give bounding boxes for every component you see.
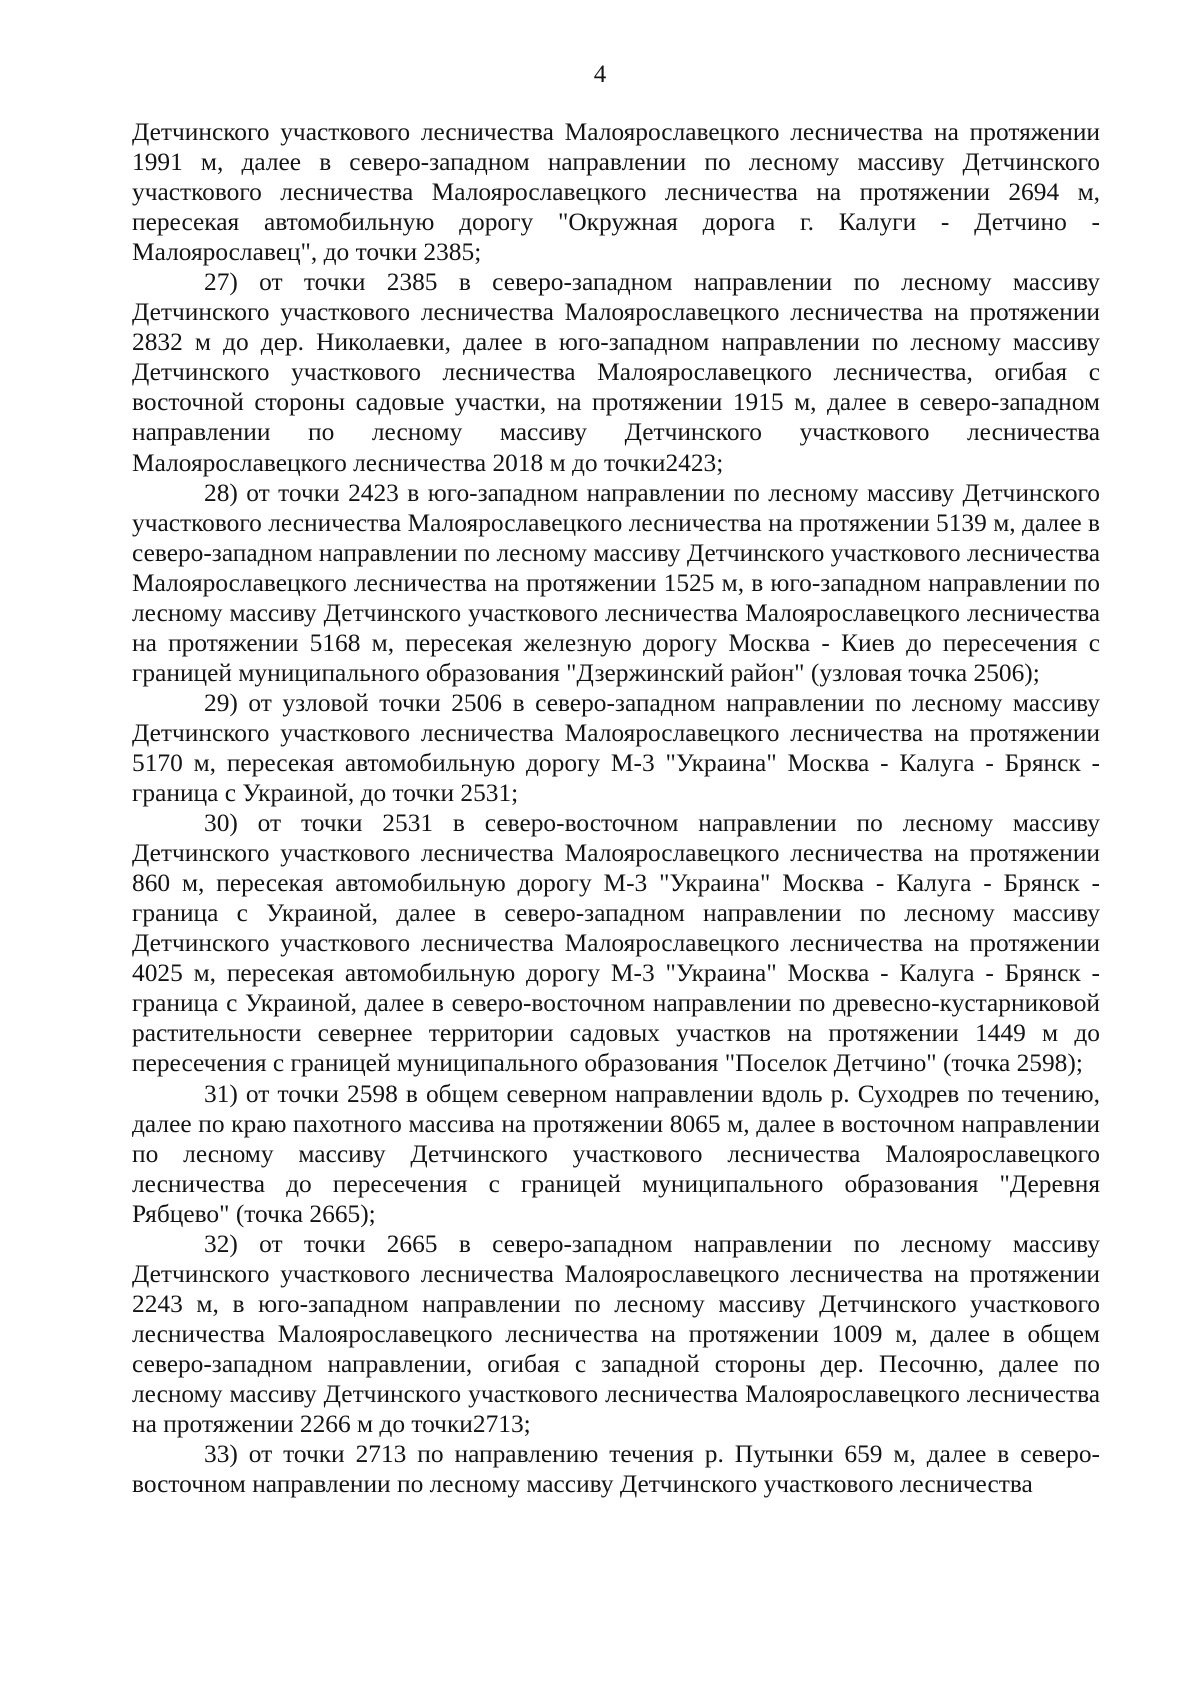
paragraph-item-33: 33) от точки 2713 по направлению течения р. Путынки 659 м, далее в северо-восточном направлении по лесному массиву Детчинского участкового лесничества [132,1440,1100,1499]
paragraph-item-31: 31) от точки 2598 в общем северном направлении вдоль р. Суходрев по течению, далее по краю пахотного массива на протяжении 8065 м, далее в восточном направлении по лесному массиву Детчинского участкового лесничества Малоярославецкого лесничества до пересечения с границей муниципального образования "Деревня Рябцево" (точка 2665); [132,1079,1100,1228]
page-number: 4 [593,61,607,88]
paragraph-item-30: 30) от точки 2531 в северо-восточном направлении по лесному массиву Детчинского участкового лесничества Малоярославецкого лесничества на протяжении 860 м, пересекая автомобильную дорогу М-3 "Украина" Москва - Калуга - Брянск - граница с Украиной, далее в северо-западном направлении по лесному массиву Детчинского участкового лесничества Малоярославецкого лесничества на протяжении 4025 м, пересекая автомобильную дорогу М-3 "Украина" Москва - Калуга - Брянск - граница с Украиной, далее в северо-восточном направлении по древесно-кустарниковой растительности севернее территории садовых участков на протяжении 1449 м до пересечения с границей муниципального образования "Поселок Детчино" (точка 2598); [132,809,1100,1078]
document-body [132,117,1100,1499]
paragraph-item-28: 28) от точки 2423 в юго-западном направлении по лесному массиву Детчинского участкового лесничества Малоярославецкого лесничества на протяжении 5139 м, далее в северо-западном направлении по лесному массиву Детчинского участкового лесничества Малоярославецкого лесничества на протяжении 1525 м, в юго-западном направлении по лесному массиву Детчинского участкового лесничества Малоярославецкого лесничества на протяжении 5168 м, пересекая железную дорогу Москва - Киев до пересечения с границей муниципального образования "Дзержинский район" (узловая точка 2506); [132,478,1100,687]
paragraph-continuation: Детчинского участкового лесничества Малоярославецкого лесничества на протяжении 1991 м, далее в северо-западном направлении по лесному массиву Детчинского участкового лесничества Малоярославецкого лесничества на протяжении 2694 м, пересекая автомобильную дорогу "Окружная дорога г. Калуги - Детчино - Малоярославец", до точки 2385; [132,118,1100,267]
paragraph-item-29: 29) от узловой точки 2506 в северо-западном направлении по лесному массиву Детчинского участкового лесничества Малоярославецкого лесничества на протяжении 5170 м, пересекая автомобильную дорогу М-3 "Украина" Москва - Калуга - Брянск - граница с Украиной, до точки 2531; [132,688,1100,808]
paragraph-item-27: 27) от точки 2385 в северо-западном направлении по лесному массиву Детчинского участкового лесничества Малоярославецкого лесничества на протяжении 2832 м до дер. Николаевки, далее в юго-западном направлении по лесному массиву Детчинского участкового лесничества Малоярославецкого лесничества, огибая с восточной стороны садовые участки, на протяжении 1915 м, далее в северо-западном направлении по лесному массиву Детчинского участкового лесничества Малоярославецкого лесничества 2018 м до точки2423; [132,268,1100,477]
paragraph-item-32: 32) от точки 2665 в северо-западном направлении по лесному массиву Детчинского участкового лесничества Малоярославецкого лесничества на протяжении 2243 м, в юго-западном направлении по лесному массиву Детчинского участкового лесничества Малоярославецкого лесничества на протяжении 1009 м, далее в общем северо-западном направлении, огибая с западной стороны дер. Песочню, далее по лесному массиву Детчинского участкового лесничества Малоярославецкого лесничества на протяжении 2266 м до точки2713; [132,1229,1100,1439]
